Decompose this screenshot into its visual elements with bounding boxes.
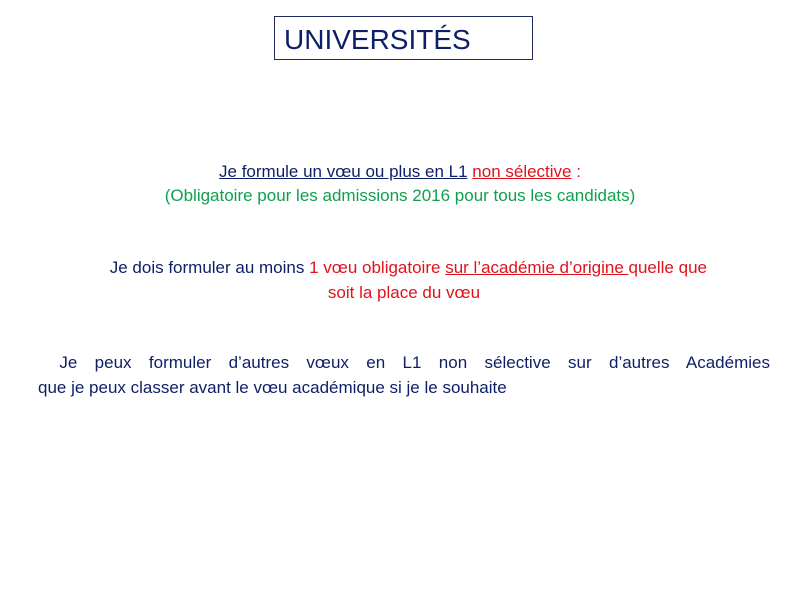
intro-highlight: non sélective — [472, 162, 572, 181]
bullet-1-underlined: sur l’académie d’origine — [445, 258, 629, 277]
intro-colon: : — [571, 162, 581, 181]
slide-title: UNIVERSITÉS — [274, 16, 533, 60]
bullet-mandatory-wish — [38, 255, 770, 305]
bullet-2-line-1 — [38, 350, 770, 375]
intro-line-2: (Obligatoire pour les admissions 2016 pour tous les candidats) — [164, 186, 636, 205]
bullet-2-text-1: Je peux formuler d’autres vœux en L1 non sélective sur d’autres Académies — [59, 353, 770, 372]
bullet-1-line-1 — [38, 255, 770, 280]
bullet-2-line-2: que je peux classer avant le vœu académique si je le souhaite — [38, 378, 507, 397]
bullet-1-highlight: 1 vœu obligatoire — [309, 258, 446, 277]
bullet-1-lead: Je dois formuler au moins — [109, 258, 310, 277]
bullet-other-wishes — [38, 350, 770, 400]
bullet-1-tail: quelle que — [628, 258, 707, 277]
bullet-1-line-2: soit la place du vœu — [327, 283, 481, 302]
intro-lead: Je formule un vœu ou plus en L1 — [219, 162, 468, 181]
intro-line-1 — [0, 159, 800, 184]
